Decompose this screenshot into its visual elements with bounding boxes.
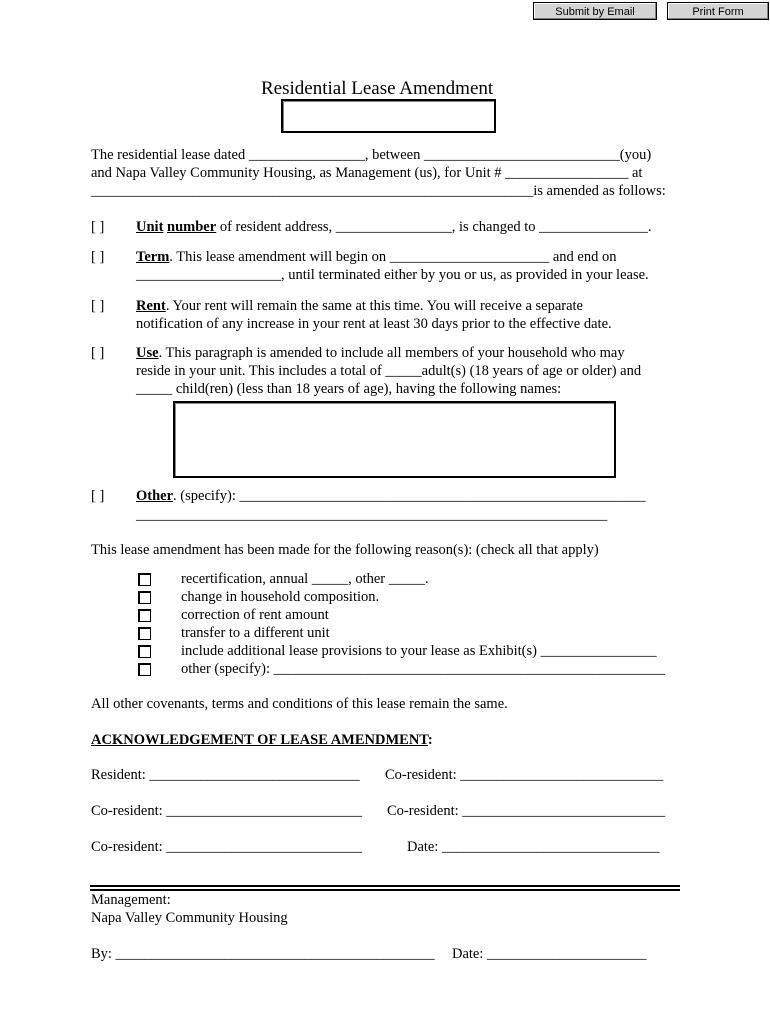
- co-resident-signature-line-3[interactable]: Co-resident: ____________________________: [387, 803, 666, 819]
- other-label: Other: [136, 488, 174, 504]
- co-resident-signature-line-1[interactable]: Co-resident: ____________________________: [385, 767, 664, 783]
- use-text-2: reside in your unit. This includes a total of _____adult(s) (18 years of age or older) and: [136, 363, 642, 379]
- unit-number-checkbox[interactable]: [ ]: [91, 219, 105, 235]
- divider-bottom: [90, 889, 680, 891]
- term-item: [136, 248, 616, 266]
- reason-other: other (specify): ______________________________________________________: [181, 661, 666, 677]
- intro-line-3: _____________________________________________________________is amended as follows:: [91, 183, 666, 199]
- submit-by-email-button[interactable]: Submit by Email: [533, 2, 657, 20]
- divider-top: [90, 885, 680, 887]
- number-label: number: [167, 219, 217, 235]
- reason-household: change in household composition.: [181, 589, 380, 605]
- lease-id-field[interactable]: [281, 99, 496, 133]
- use-text-1: . This paragraph is amended to include all members of your household who may: [158, 345, 625, 361]
- ack-heading: [91, 731, 433, 749]
- reason-checkbox-rent-correction[interactable]: [138, 609, 151, 622]
- reason-checkbox-other[interactable]: [138, 663, 151, 676]
- reason-checkbox-exhibits[interactable]: [138, 645, 151, 658]
- ack-heading-colon: :: [427, 732, 433, 748]
- resident-signature-line[interactable]: Resident: _____________________________: [91, 767, 360, 783]
- unit-number-item: [136, 218, 652, 236]
- other-item: [136, 487, 645, 505]
- co-resident-signature-line-2[interactable]: Co-resident: ___________________________: [91, 803, 363, 819]
- term-text-2: ____________________, until terminated either by you or us, as provided in your lease.: [136, 267, 649, 283]
- rent-text-1: . Your rent will remain the same at this time. You will receive a separate: [165, 298, 583, 314]
- intro-line-1: The residential lease dated ________________, between ___________________________(you): [91, 147, 652, 163]
- management-date-line[interactable]: Date: ______________________: [452, 946, 647, 962]
- covenants-text: All other covenants, terms and conditions of this lease remain the same.: [91, 696, 508, 712]
- other-text-2: _________________________________________________________________: [136, 507, 608, 523]
- use-label: Use: [136, 345, 159, 361]
- management-label: Management:: [91, 892, 171, 908]
- management-org: Napa Valley Community Housing: [91, 910, 288, 926]
- reasons-heading: This lease amendment has been made for the following reason(s): (check all that apply): [91, 542, 599, 558]
- reason-checkbox-transfer[interactable]: [138, 627, 151, 640]
- reason-checkbox-recertification[interactable]: [138, 573, 151, 586]
- rent-item: [136, 297, 583, 315]
- reason-recertification: recertification, annual _____, other _____.: [181, 571, 429, 587]
- term-label: Term: [136, 249, 170, 265]
- other-checkbox[interactable]: [ ]: [91, 488, 105, 504]
- other-text-1: . (specify): ________________________________________________________: [173, 488, 646, 504]
- term-text-1: . This lease amendment will begin on ______________________ and end on: [169, 249, 617, 265]
- rent-checkbox[interactable]: [ ]: [91, 298, 105, 314]
- use-item: [136, 344, 625, 362]
- rent-text-2: notification of any increase in your rent at least 30 days prior to the effective date.: [136, 316, 612, 332]
- use-text-3: _____ child(ren) (less than 18 years of age), having the following names:: [136, 381, 562, 397]
- resident-date-line[interactable]: Date: ______________________________: [407, 839, 660, 855]
- page-title: Residential Lease Amendment: [261, 78, 494, 99]
- rent-label: Rent: [136, 298, 166, 314]
- unit-label: Unit: [136, 219, 164, 235]
- reason-rent-correction: correction of rent amount: [181, 607, 329, 623]
- unit-number-text: of resident address, ________________, is changed to _______________.: [216, 219, 652, 235]
- reason-checkbox-household[interactable]: [138, 591, 151, 604]
- use-checkbox[interactable]: [ ]: [91, 345, 105, 361]
- reason-transfer: transfer to a different unit: [181, 625, 330, 641]
- co-resident-signature-line-4[interactable]: Co-resident: ___________________________: [91, 839, 363, 855]
- ack-heading-text: ACKNOWLEDGEMENT OF LEASE AMENDMENT: [91, 732, 428, 748]
- print-form-button[interactable]: Print Form: [667, 2, 769, 20]
- intro-line-2: and Napa Valley Community Housing, as Management (us), for Unit # _________________ at: [91, 165, 643, 181]
- reason-exhibits: include additional lease provisions to your lease as Exhibit(s) ________________: [181, 643, 657, 659]
- household-names-field[interactable]: [173, 401, 616, 478]
- management-by-line[interactable]: By: ____________________________________________: [91, 946, 435, 962]
- term-checkbox[interactable]: [ ]: [91, 249, 105, 265]
